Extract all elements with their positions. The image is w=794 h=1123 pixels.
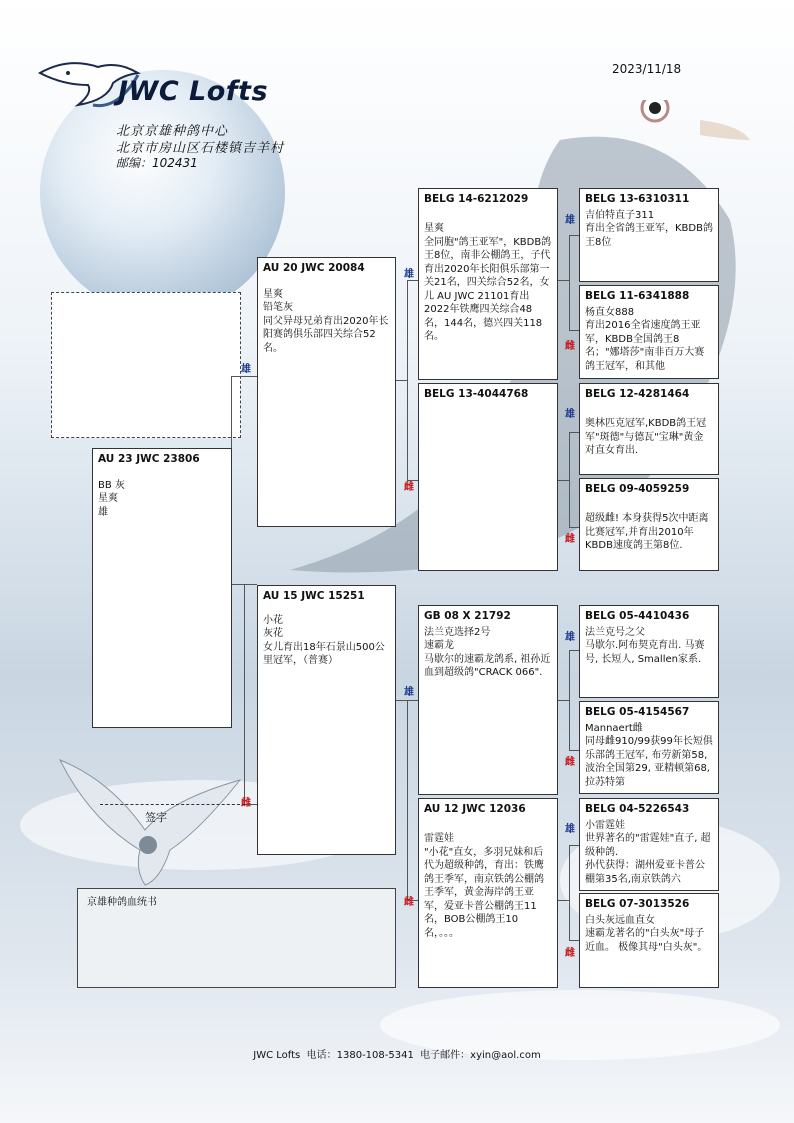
pedigree-notes: 小雷霆娃 世界著名的"雷霆娃"直子, 超级种鸽. 孙代获得：湖州爱亚卡普公棚第35名,南京铁鸽六	[585, 819, 711, 885]
pedigree-sire	[257, 257, 396, 527]
pedigree-notes: 星爽 全同胞"鸽王亚军"，KBDB鸽王8位，南非公棚鸽王，子代育出2020年长阳俱乐部第一关21名，四关综合52名，女儿 AU JWC 21101育出2022年铁鹰四关综合48名，144名，德兴四关118名。	[424, 223, 552, 342]
pedigree-dss	[579, 605, 719, 698]
ring-number: BELG 13-6310311	[585, 193, 690, 205]
male-marker: 雄	[565, 824, 575, 835]
pedigree-notes: 小花 灰花 女儿育出18年石景山500公里冠军，（普赛）	[263, 614, 385, 666]
male-marker: 雄	[241, 364, 251, 375]
ring-number: AU 20 JWC 20084	[263, 262, 365, 274]
pedigree-notes: 法兰克号之父 马歇尔.阿布契克育出. 马赛号, 长短人, Smallen家系.	[585, 626, 705, 665]
connector-line	[557, 900, 569, 901]
ring-number: BELG 04-5226543	[585, 803, 690, 815]
ring-number: BELG 05-4410436	[585, 610, 690, 622]
pedigree-dam-dam	[418, 798, 558, 988]
ring-number: AU 15 JWC 15251	[263, 590, 365, 602]
male-marker: 雄	[565, 215, 575, 226]
signature-label: 签字	[145, 811, 167, 824]
male-marker: 雄	[565, 632, 575, 643]
connector-line	[407, 700, 418, 701]
pedigree-sdd	[579, 478, 719, 571]
pedigree-notes: 奥林匹克冠军,KBDB鸽王冠军"斑德"与德瓦"宝琳"黄金对直女育出.	[585, 418, 707, 456]
female-marker: 雌	[565, 948, 575, 959]
ring-number: BELG 09-4059259	[585, 483, 690, 495]
ring-number: AU 12 JWC 12036	[424, 803, 526, 815]
connector-line	[557, 480, 569, 481]
pedigree-notes: BB 灰 星爽 雄	[98, 479, 125, 518]
pedigree-dam	[257, 585, 396, 855]
ring-number: AU 23 JWC 23806	[98, 453, 200, 465]
female-marker: 雌	[404, 482, 414, 493]
connector-line	[407, 700, 408, 900]
female-marker: 雌	[565, 757, 575, 768]
pedigree-notes: 星爽 铅笔灰 同父异母兄弟育出2020年长阳赛鸽俱乐部四关综合52名。	[263, 288, 389, 354]
ring-number: GB 08 X 21792	[424, 610, 511, 622]
pedigree-sire-dam	[418, 383, 558, 571]
certificate-box	[77, 888, 396, 988]
pedigree-dsd	[579, 701, 719, 794]
connector-line	[231, 376, 257, 377]
pedigree-sds	[579, 383, 719, 475]
ring-number: BELG 11-6341888	[585, 290, 690, 302]
male-marker: 雄	[565, 409, 575, 420]
pedigree-notes: 法兰克选择2号 速霸龙 马歇尔的速霸龙鸽系, 祖孙近血到超级鸽"CRACK 066".	[424, 626, 551, 678]
female-marker: 雌	[241, 798, 251, 809]
brand-postcode: 邮编：102431	[116, 156, 198, 170]
ring-number: BELG 05-4154567	[585, 706, 690, 718]
pedigree-notes: 杨直女888 育出2016全省速度鸽王亚军，KBDB全国鸽王8名；"娜塔莎"南非百万大赛鸽王冠军，和其他	[585, 306, 705, 372]
female-marker: 雌	[404, 897, 414, 908]
connector-line	[569, 432, 570, 527]
pedigree-notes: 吉伯特直子311 育出全省鸽王亚军，KBDB鸽王8位	[585, 209, 713, 248]
male-marker: 雄	[404, 687, 414, 698]
photo-placeholder	[51, 292, 241, 438]
brand-address-line2: 北京市房山区石楼镇吉羊村	[116, 141, 285, 156]
pedigree-notes: 白头灰远血直女 速霸龙著名的"白头灰"母子近血。 极像其母"白头灰"。	[585, 914, 708, 953]
brand-name: JWC Lofts	[118, 76, 269, 107]
pedigree-sss	[579, 188, 719, 282]
pedigree-notes: 超级雌! 本身获得5次中距离比赛冠军,并育出2010年KBDB速度鸽王第8位.	[585, 513, 709, 551]
date-label: 2023/11/18	[612, 62, 682, 76]
connector-line	[395, 700, 407, 701]
pedigree-dds	[579, 798, 719, 891]
female-marker: 雌	[565, 341, 575, 352]
brand-address-line1: 北京京雄种鸽中心	[116, 124, 229, 139]
ring-number: BELG 12-4281464	[585, 388, 690, 400]
ring-number: BELG 14-6212029	[424, 193, 529, 205]
male-marker: 雄	[404, 269, 414, 280]
pedigree-ddd	[579, 893, 719, 988]
connector-line	[569, 235, 570, 330]
pedigree-sire-sire	[418, 188, 558, 380]
pedigree-notes: 雷霆娃 "小花"直女，多羽兄妹和后代为超级种鸽，育出：铁鹰鸽王季军，南京铁鸽公棚鸽王季军，黄金海岸鸽王亚军，爱亚卡普公棚鸽王11名，BOB公棚鸽王10名，。。。	[424, 833, 544, 939]
pedigree-ssd	[579, 285, 719, 379]
connector-line	[569, 650, 570, 750]
female-marker: 雌	[565, 534, 575, 545]
ring-number: BELG 13-4044768	[424, 388, 529, 400]
connector-line	[557, 280, 569, 281]
signature-line	[100, 804, 245, 805]
connector-line	[557, 700, 569, 701]
connector-line	[244, 584, 245, 804]
connector-line	[407, 280, 408, 480]
connector-line	[395, 380, 407, 381]
pedigree-notes: Mannaert雌 同母雌910/99获99年长短俱乐部鸽王冠军, 布劳新第58, 波治全国第29, 亚精顿第68, 拉苏特第	[585, 722, 713, 788]
certificate-label: 京雄种鸽血统书	[87, 897, 157, 908]
ring-number: BELG 07-3013526	[585, 898, 690, 910]
connector-line	[569, 845, 570, 940]
footer-contact: JWC Lofts 电话：1380-108-5341 电子邮件：xyin@aol.com	[253, 1050, 541, 1061]
connector-line	[407, 280, 418, 281]
pedigree-subject	[92, 448, 232, 728]
pedigree-dam-sire	[418, 605, 558, 795]
